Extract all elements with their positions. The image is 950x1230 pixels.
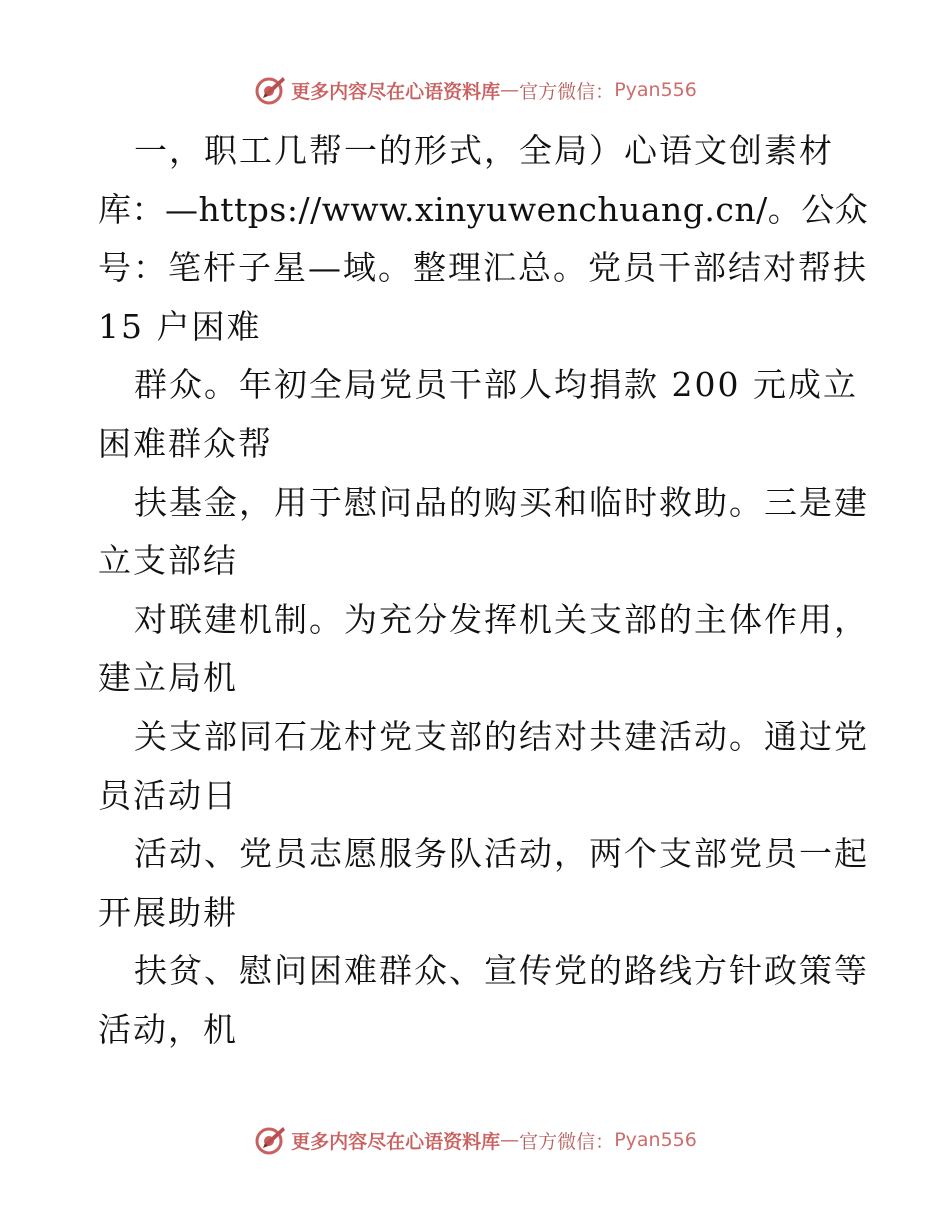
banner-separator: —: [500, 79, 520, 101]
text-line: 关支部同石龙村党支部的结对共建活动。通过党: [134, 716, 869, 756]
text-line: 员活动日: [98, 775, 238, 815]
banner-wechat-id: Pyan556: [614, 1129, 697, 1151]
text-line: 建立局机: [98, 658, 238, 698]
text-line: 困难群众帮: [98, 423, 273, 463]
banner-wechat-label: 官方微信：: [519, 1130, 615, 1153]
footer-watermark-banner: [0, 1120, 950, 1160]
text-line: 号：笔杆子星—域。整理汇总。党员干部结对帮扶: [98, 248, 868, 288]
banner-wechat-label: 官方微信：: [519, 80, 615, 103]
pen-logo-icon: [253, 73, 287, 107]
banner-wechat-id: Pyan556: [614, 79, 697, 101]
text-line: 活动，机: [98, 1009, 238, 1049]
pen-logo-icon: [253, 1123, 287, 1157]
text-line: 库：—https://www.xinyuwenchuang.cn/。公众: [98, 189, 869, 229]
banner-main-text: 更多内容尽在心语资料库: [291, 80, 501, 103]
header-watermark-banner: [0, 70, 950, 110]
document-body: [98, 122, 868, 1060]
text-line: 对联建机制。为充分发挥机关支部的主体作用，: [134, 599, 869, 639]
banner-separator: —: [500, 1129, 520, 1151]
text-line: 扶基金，用于慰问品的购买和临时救助。三是建: [134, 482, 869, 522]
text-line: 15 户困难: [98, 306, 262, 346]
banner-main-text: 更多内容尽在心语资料库: [291, 1130, 501, 1153]
text-line: 扶贫、慰问困难群众、宣传党的路线方针政策等: [134, 951, 869, 991]
text-line: 开展助耕: [98, 892, 238, 932]
text-line: 一，职工几帮一的形式，全局）心语文创素材: [134, 131, 834, 170]
text-line: 活动、党员志愿服务队活动，两个支部党员一起: [134, 834, 869, 874]
text-line: 群众。年初全局党员干部人均捐款 200 元成立: [134, 365, 858, 405]
text-line: 立支部结: [98, 541, 238, 581]
